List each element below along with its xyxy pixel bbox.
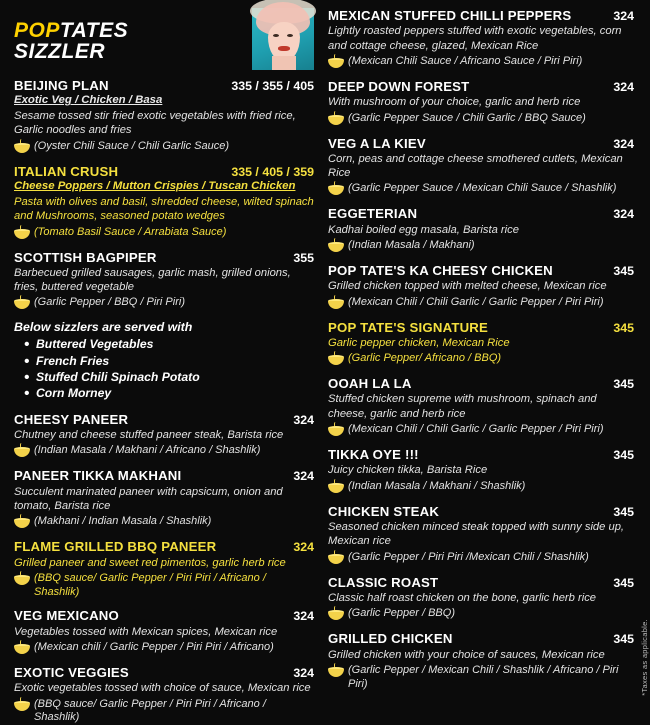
item-price: 345 [613,575,634,590]
left-column [14,8,314,724]
item-header [328,376,634,391]
logo-tates-text: TATES [59,19,129,42]
menu-item [14,250,314,312]
item-price: 335 / 405 / 359 [231,164,314,179]
item-header [14,250,314,265]
list-item: • French Fries [24,353,314,369]
item-header [14,164,314,179]
brand-logo [14,8,128,63]
item-name: GRILLED CHICKEN [328,631,453,647]
item-price: 335 / 355 / 405 [231,79,314,93]
menu-item [328,575,634,623]
item-description: Sesame tossed stir fried exotic vegetables with fried rice, Garlic noodles and fries [14,110,296,137]
menu-item [14,608,314,656]
item-sauce-row [328,664,634,692]
sauce-bowl-icon [328,482,344,495]
item-sauces: (Garlic Pepper / BBQ / Piri Piri) [34,296,185,309]
item-sauce-row [328,55,634,70]
item-price: 345 [613,264,634,279]
item-sauces: (Indian Masala / Makhani / Africano / Shashlik) [34,444,261,457]
sauce-bowl-icon [328,553,344,566]
sauce-bowl-icon [14,574,30,587]
item-price: 345 [613,504,634,519]
item-sauces: (Garlic Pepper / Piri Piri /Mexican Chili / Shashlik) [348,550,589,563]
item-name: SCOTTISH BAGPIPER [14,249,157,265]
item-sauces: (Garlic Pepper Sauce / Mexican Chili Sauce / Shashlik) [348,182,617,195]
item-price: 345 [613,448,634,463]
item-description: Grilled chicken topped with melted cheese, Mexican rice [328,280,607,293]
item-price: 345 [613,632,634,647]
item-description: Pasta with olives and basil, shredded cheese, wilted spinach and Mushrooms, seasoned potato wedges [14,195,314,223]
item-price: 324 [293,469,314,484]
sauce-bowl-icon [14,142,30,155]
item-name: CLASSIC ROAST [328,574,439,590]
sauce-bowl-icon [14,700,30,713]
item-name: EXOTIC VEGGIES [14,665,129,680]
item-price: 324 [293,540,314,555]
item-sauce-row [14,226,314,241]
item-description: With mushroom of your choice, garlic and herb rice [328,96,581,109]
item-name: VEG A LA KIEV [328,135,426,151]
item-sauces: (Indian Masala / Makhani / Shashlik) [348,479,526,492]
menu-item [328,263,634,311]
menu-item [328,79,634,127]
item-header [328,447,634,462]
item-name: EGGETERIAN [328,206,418,222]
item-header [14,412,314,427]
item-description: Seasoned chicken minced steak topped with sunny side up, Mexican rice [328,521,625,548]
item-sauces: (Garlic Pepper Sauce / Chili Garlic / BBQ Sauce) [348,111,586,124]
item-description: Corn, peas and cottage cheese smothered cutlets, Mexican Rice [328,152,623,180]
item-name: BEIJING PLAN [14,78,109,93]
item-sauces: (Oyster Chili Sauce / Chili Garlic Sauce) [34,139,230,152]
item-sauce-row [328,239,634,254]
item-name: CHICKEN STEAK [328,503,440,519]
item-sauces: (BBQ sauce/ Garlic Pepper / Piri Piri / Africano / Shashlik) [34,571,266,598]
item-price: 324 [293,412,314,427]
item-sauces: (BBQ sauce/ Garlic Pepper / Piri Piri / Africano / Shashlik) [34,697,266,724]
sauce-bowl-icon [328,57,344,70]
item-sauce-row [14,444,314,459]
item-name: TIKKA OYE !!! [328,447,419,463]
item-sauces: (Garlic Pepper/ Africano / BBQ) [348,352,502,365]
item-header [328,206,634,221]
sauce-bowl-icon [14,446,30,459]
menu-item [328,447,634,495]
sauce-bowl-icon [14,517,30,530]
menu-item [14,412,314,460]
item-sauces: (Indian Masala / Makhani) [348,239,475,252]
item-description: Classic half roast chicken on the bone, garlic herb rice [328,591,597,604]
item-name: VEG MEXICANO [14,608,119,624]
sauce-bowl-icon [328,184,344,197]
item-sauce-row [14,515,314,530]
item-header [14,665,314,680]
item-sauce-row [14,572,314,600]
item-sauces: (Mexican Chili Sauce / Africano Sauce / Piri Piri) [348,54,583,67]
item-sauce-row [14,641,314,656]
item-header [328,8,634,23]
item-header [328,263,634,278]
item-description: Juicy chicken tikka, Barista Rice [328,464,488,477]
item-sauce-row [14,140,314,155]
sauce-bowl-icon [328,298,344,311]
sauce-bowl-icon [328,609,344,622]
item-description: Barbecued grilled sausages, garlic mash, grilled onions, fries, buttered vegetable [14,266,291,294]
item-price: 355 [293,250,314,265]
item-header [328,320,634,335]
item-description: Grilled chicken with your choice of sauces, Mexican rice [328,648,605,661]
item-name: OOAH LA LA [328,376,412,392]
item-header [328,79,634,94]
item-sauce-row [328,352,634,367]
item-sauce-row [328,182,634,197]
menu-item [328,320,634,368]
sauce-bowl-icon [14,228,30,241]
sauce-bowl-icon [14,643,30,656]
item-sauces: (Mexican Chili / Chili Garlic / Garlic Pepper / Piri Piri) [348,423,604,436]
item-header [328,575,634,590]
item-description: Exotic vegetables tossed with choice of sauce, Mexican rice [14,682,311,695]
item-description: Succulent marinated paneer with capsicum, onion and tomato, Barista rice [14,485,283,512]
item-price: 324 [613,207,634,222]
list-item: • Stuffed Chili Spinach Potato [24,369,314,385]
item-sauce-row [328,551,634,566]
menu-item [328,8,634,70]
sauce-bowl-icon [328,114,344,127]
item-header [14,539,314,554]
item-description: Chutney and cheese stuffed paneer steak, Barista rice [14,429,284,442]
item-name: CHEESY PANEER [14,411,129,427]
menu-item [328,631,634,691]
right-column [328,8,634,696]
sauce-bowl-icon [328,425,344,438]
menu-item [14,539,314,599]
item-name: DEEP DOWN FOREST [328,78,470,94]
item-name: POP TATE'S SIGNATURE [328,319,489,335]
item-sauce-row [328,607,634,622]
item-description: Grilled paneer and sweet red pimentos, garlic herb rice [14,556,286,569]
item-name: FLAME GRILLED BBQ PANEER [14,539,217,555]
menu-item [328,136,634,198]
item-sauce-row [328,296,634,311]
logo-line-1 [14,20,128,41]
item-sauces: (Garlic Pepper / Mexican Chili / Shashlik / Africano / Piri Piri) [348,663,619,690]
item-subtitle: Exotic Veg / Chicken / Basa [14,94,163,107]
item-sauce-row [328,480,634,495]
item-sauces: (Mexican chili / Garlic Pepper / Piri Piri / Africano) [34,641,274,653]
item-price: 324 [293,609,314,624]
item-price: 324 [613,79,634,94]
item-description: Garlic pepper chicken, Mexican Rice [328,336,510,349]
menu-item [14,78,314,155]
served-with-title: Below sizzlers are served with [14,320,193,335]
served-with-block [14,320,314,401]
item-price: 345 [613,320,634,335]
menu-header [14,8,314,74]
menu-item [14,164,314,241]
item-price: 324 [293,666,314,680]
item-sauces: (Garlic Pepper / BBQ) [348,607,455,620]
item-header [14,608,314,623]
item-description: Stuffed chicken supreme with mushroom, spinach and cheese, garlic and herb rice [328,393,597,420]
item-header [328,136,634,151]
item-header [328,504,634,519]
item-description: Vegetables tossed with Mexican spices, Mexican rice [14,625,278,638]
item-description: Kadhai boiled egg masala, Barista rice [328,223,519,236]
sauce-bowl-icon [328,666,344,679]
item-sauce-row [328,423,634,438]
item-subtitle: Cheese Poppers / Mutton Crispies / Tuscan Chicken [14,180,296,193]
menu-item [14,665,314,725]
sauce-bowl-icon [328,354,344,367]
logo-line-2: SIZZLER [14,40,105,64]
item-price: 324 [613,9,634,23]
item-sauces: (Mexican Chili / Chili Garlic / Garlic Pepper / Piri Piri) [348,295,604,308]
woman-face-icon [252,8,314,70]
item-header [14,78,314,93]
menu-item [14,468,314,530]
list-item: • Buttered Vegetables [24,336,314,352]
item-sauce-row [328,112,634,127]
item-price: 345 [613,377,634,392]
item-header [14,468,314,483]
item-sauce-row [14,698,314,725]
item-header [328,631,634,646]
list-item: • Corn Morney [24,385,314,401]
item-price: 324 [613,136,634,151]
menu-item [328,206,634,254]
item-name: MEXICAN STUFFED CHILLI PEPPERS [328,8,572,23]
logo-pop-text: POP [14,19,60,42]
item-name: ITALIAN CRUSH [14,163,119,179]
tax-footnote: *Taxes as applicable. [640,619,649,696]
sauce-bowl-icon [14,298,30,311]
item-name: POP TATE'S KA CHEESY CHICKEN [328,263,553,279]
menu-item [328,376,634,438]
item-sauce-row [14,296,314,311]
served-with-list [14,336,314,401]
item-sauces: (Tomato Basil Sauce / Arrabiata Sauce) [34,225,227,238]
sauce-bowl-icon [328,241,344,254]
menu-item [328,504,634,566]
item-description: Lightly roasted peppers stuffed with exotic vegetables, corn and cottage cheese, glazed, Mexican Rice [328,25,622,52]
item-name: PANEER TIKKA MAKHANI [14,468,182,484]
item-sauces: (Makhani / Indian Masala / Shashlik) [34,515,212,528]
